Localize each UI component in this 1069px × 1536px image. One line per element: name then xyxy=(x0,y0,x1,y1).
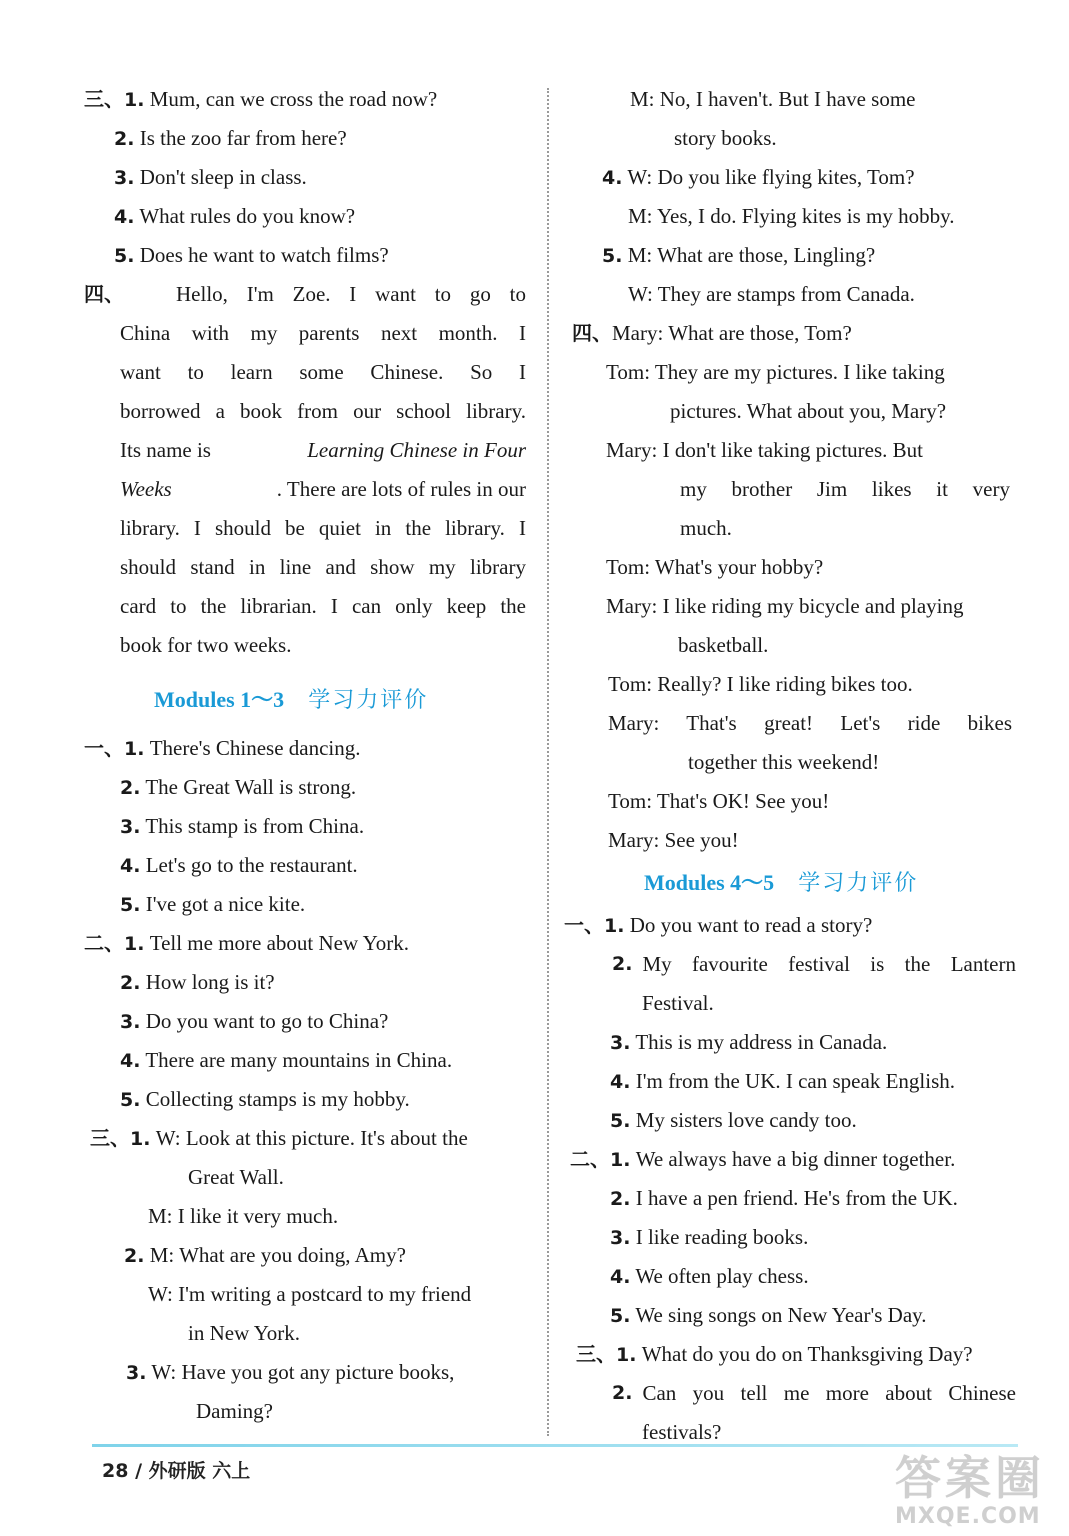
dialogue-text: W: Look at this picture. It's about the xyxy=(155,1126,468,1150)
item-number: 2. xyxy=(120,972,141,994)
passage-text: Its name is xyxy=(120,438,211,462)
item-number: 3. xyxy=(126,1362,147,1384)
list-item xyxy=(84,1080,530,1119)
item-number: 1. xyxy=(124,89,145,111)
list-item xyxy=(84,846,530,885)
item-number: 5. xyxy=(114,245,135,267)
item-text: What rules do you know? xyxy=(139,204,356,228)
dialogue-line: Tom: They are my pictures. I like taking xyxy=(606,360,945,384)
item-text: I'm from the UK. I can speak English. xyxy=(635,1069,955,1093)
item-text: What do you do on Thanksgiving Day? xyxy=(641,1342,973,1366)
passage-line: library. I should be quiet in the library. I xyxy=(120,516,526,540)
list-item xyxy=(84,158,530,197)
dialogue-text: M: What are those, Lingling? xyxy=(627,243,876,267)
item-number: 4. xyxy=(120,855,141,877)
item-number: 4. xyxy=(610,1266,631,1288)
dialogue-line: much. xyxy=(680,516,732,540)
list-item xyxy=(572,1023,1018,1062)
passage-line xyxy=(84,470,530,509)
dialogue-line: Mary: That's great! Let's ride bikes xyxy=(608,711,1012,735)
dialogue-line xyxy=(84,1353,530,1392)
dialogue-line: Great Wall. xyxy=(188,1165,284,1189)
dialogue-line: Mary: See you! xyxy=(608,828,739,852)
list-item xyxy=(84,80,530,119)
dialogue-line: W: I'm writing a postcard to my friend xyxy=(148,1282,472,1306)
item-text: I like reading books. xyxy=(635,1225,809,1249)
dialogue-line: Tom: That's OK! See you! xyxy=(608,789,830,813)
page-footer xyxy=(102,1456,250,1483)
heading-zh: 学习力评价 xyxy=(308,688,429,713)
section-marker: 三、 xyxy=(90,1126,130,1150)
passage-line xyxy=(84,275,530,314)
item-number: 2. xyxy=(612,1382,633,1404)
item-number: 5. xyxy=(610,1110,631,1132)
list-item xyxy=(570,1140,1018,1179)
section-marker: 四、 xyxy=(84,282,124,306)
list-item xyxy=(84,924,530,963)
dialogue-line: pictures. What about you, Mary? xyxy=(670,399,947,423)
passage-line: book for two weeks. xyxy=(120,633,292,657)
dialogue-line: Tom: What's your hobby? xyxy=(606,555,824,579)
section-heading xyxy=(572,860,1018,906)
item-text: Mum, can we cross the road now? xyxy=(149,87,438,111)
list-item xyxy=(84,729,530,768)
dialogue-line: story books. xyxy=(674,126,777,150)
item-text: Do you want to go to China? xyxy=(145,1009,389,1033)
item-text: This is my address in Canada. xyxy=(635,1030,888,1054)
item-number: 5. xyxy=(602,245,623,267)
passage-line: card to the librarian. I can only keep the xyxy=(120,594,526,618)
item-text: Collecting stamps is my hobby. xyxy=(145,1087,410,1111)
watermark-url: MXQE.COM xyxy=(895,1504,1041,1529)
dialogue-line: together this weekend! xyxy=(688,750,880,774)
list-item xyxy=(576,1335,1018,1374)
item-number: 3. xyxy=(120,1011,141,1033)
section-marker: 二、 xyxy=(84,931,124,955)
dialogue-line: Daming? xyxy=(196,1399,273,1423)
item-number: 3. xyxy=(610,1227,631,1249)
dialogue-line xyxy=(572,236,1018,275)
list-item-continued: Festival. xyxy=(642,991,714,1015)
list-item xyxy=(572,1062,1018,1101)
item-number: 1. xyxy=(124,933,145,955)
book-title: Learning Chinese in Four xyxy=(307,438,526,462)
list-item xyxy=(572,1218,1018,1257)
passage-text: Hello, I'm Zoe. I want to go to xyxy=(176,282,526,306)
item-number: 2. xyxy=(120,777,141,799)
passage-line: should stand in line and show my library xyxy=(120,555,526,579)
list-item xyxy=(84,963,530,1002)
dialogue-line: Mary: I like riding my bicycle and playing xyxy=(606,594,964,618)
item-number: 3. xyxy=(120,816,141,838)
section-marker: 四、 xyxy=(572,321,612,345)
item-text: Let's go to the restaurant. xyxy=(145,853,358,877)
item-number: 2. xyxy=(124,1245,145,1267)
section-marker: 一、 xyxy=(84,736,124,760)
item-number: 4. xyxy=(114,206,135,228)
section-marker: 一、 xyxy=(564,913,604,937)
watermark xyxy=(895,1442,1065,1532)
section-marker: 二、 xyxy=(570,1147,610,1171)
item-number: 4. xyxy=(610,1071,631,1093)
item-text: There's Chinese dancing. xyxy=(149,736,361,760)
item-number: 4. xyxy=(120,1050,141,1072)
passage-line: borrowed a book from our school library. xyxy=(120,399,526,423)
item-text: Does he want to watch films? xyxy=(139,243,389,267)
item-number: 4. xyxy=(602,167,623,189)
list-item xyxy=(572,1374,1018,1413)
item-text: Tell me more about New York. xyxy=(149,931,409,955)
passage-line: China with my parents next month. I xyxy=(120,321,526,345)
item-text: Is the zoo far from here? xyxy=(139,126,347,150)
right-column xyxy=(564,80,1018,1452)
list-item xyxy=(572,1257,1018,1296)
footer-separator: / xyxy=(135,1460,143,1482)
item-number: 1. xyxy=(604,915,625,937)
heading-en: Modules 1～3 xyxy=(154,687,285,712)
list-item xyxy=(84,197,530,236)
passage-line: want to learn some Chinese. So I xyxy=(120,360,526,384)
heading-zh: 学习力评价 xyxy=(798,871,919,896)
passage-text: . There are lots of rules in our xyxy=(276,477,526,501)
item-text: My sisters love candy too. xyxy=(635,1108,857,1132)
dialogue-line xyxy=(572,158,1018,197)
item-number: 1. xyxy=(130,1128,151,1150)
item-text: I've got a nice kite. xyxy=(145,892,306,916)
page-number: 28 xyxy=(102,1460,129,1482)
list-item xyxy=(84,1041,530,1080)
dialogue-line: basketball. xyxy=(678,633,769,657)
list-item xyxy=(84,885,530,924)
item-text: Don't sleep in class. xyxy=(139,165,307,189)
watermark-text: 答案圈 xyxy=(895,1451,1045,1505)
list-item-continued: festivals? xyxy=(642,1420,722,1444)
section-heading xyxy=(84,677,530,723)
item-text: We always have a big dinner together. xyxy=(635,1147,956,1171)
item-number: 5. xyxy=(120,1089,141,1111)
dialogue-text: Mary: What are those, Tom? xyxy=(612,321,852,345)
item-number: 1. xyxy=(616,1344,637,1366)
item-text: My favourite festival is the Lantern xyxy=(642,952,1016,976)
dialogue-line: M: Yes, I do. Flying kites is my hobby. xyxy=(628,204,955,228)
dialogue-line xyxy=(572,314,1018,353)
item-text: This stamp is from China. xyxy=(145,814,365,838)
item-text: How long is it? xyxy=(145,970,275,994)
dialogue-line xyxy=(84,1119,530,1158)
edition-label: 外研版 六上 xyxy=(148,1460,251,1482)
dialogue-text: W: Have you got any picture books, xyxy=(151,1360,455,1384)
item-number: 5. xyxy=(610,1305,631,1327)
column-divider xyxy=(547,88,549,1436)
item-number: 5. xyxy=(120,894,141,916)
list-item xyxy=(84,807,530,846)
list-item xyxy=(572,1296,1018,1335)
item-text: Do you want to read a story? xyxy=(629,913,873,937)
list-item xyxy=(572,945,1018,984)
dialogue-line: Mary: I don't like taking pictures. But xyxy=(606,438,923,462)
list-item xyxy=(572,1179,1018,1218)
list-item xyxy=(84,119,530,158)
item-text: The Great Wall is strong. xyxy=(145,775,357,799)
item-text: We often play chess. xyxy=(635,1264,809,1288)
dialogue-text: M: What are you doing, Amy? xyxy=(149,1243,406,1267)
item-text: Can you tell me more about Chinese xyxy=(642,1381,1016,1405)
dialogue-line: M: I like it very much. xyxy=(148,1204,339,1228)
section-marker: 三、 xyxy=(576,1342,616,1366)
dialogue-line: W: They are stamps from Canada. xyxy=(628,282,915,306)
item-number: 2. xyxy=(610,1188,631,1210)
list-item xyxy=(84,768,530,807)
item-text: We sing songs on New Year's Day. xyxy=(635,1303,927,1327)
heading-en: Modules 4～5 xyxy=(644,870,775,895)
item-text: I have a pen friend. He's from the UK. xyxy=(635,1186,958,1210)
item-number: 2. xyxy=(612,953,633,975)
item-number: 3. xyxy=(114,167,135,189)
item-number: 3. xyxy=(610,1032,631,1054)
list-item xyxy=(564,906,1018,945)
section-marker: 三、 xyxy=(84,87,124,111)
dialogue-line: Tom: Really? I like riding bikes too. xyxy=(608,672,913,696)
left-column xyxy=(84,80,530,1431)
passage-line xyxy=(84,431,530,470)
list-item xyxy=(84,1002,530,1041)
item-number: 2. xyxy=(114,128,135,150)
dialogue-line xyxy=(84,1236,530,1275)
dialogue-line: my brother Jim likes it very xyxy=(680,477,1010,501)
item-number: 1. xyxy=(610,1149,631,1171)
dialogue-line: in New York. xyxy=(188,1321,301,1345)
item-number: 1. xyxy=(124,738,145,760)
item-text: There are many mountains in China. xyxy=(145,1048,453,1072)
dialogue-line: M: No, I haven't. But I have some xyxy=(630,87,916,111)
list-item xyxy=(84,236,530,275)
dialogue-text: W: Do you like flying kites, Tom? xyxy=(627,165,915,189)
book-title: Weeks xyxy=(120,477,172,501)
footer-rule xyxy=(92,1444,1018,1447)
list-item xyxy=(572,1101,1018,1140)
